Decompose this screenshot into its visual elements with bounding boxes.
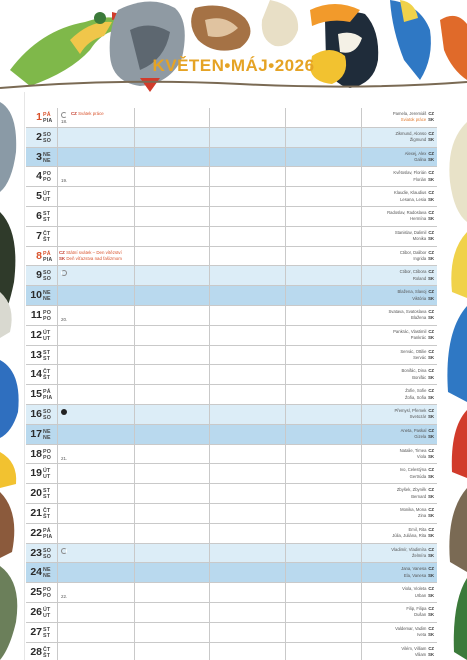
day-cell xyxy=(26,286,57,305)
day-number: 16 xyxy=(30,408,42,420)
day-cell xyxy=(26,544,57,563)
name-days: Květoslav, Florián CZ Florián SK xyxy=(393,170,434,182)
day-number: 12 xyxy=(30,328,42,341)
day-row xyxy=(26,524,437,544)
day-row xyxy=(26,108,437,128)
weekday-sk: NE xyxy=(43,434,51,441)
calendar-grid xyxy=(26,108,437,660)
weekday-cz: NE xyxy=(43,567,51,574)
day-row xyxy=(26,346,437,366)
day-row xyxy=(26,167,437,187)
name-days: Viola, Violeta CZ Urban SK xyxy=(402,586,434,598)
day-number: 26 xyxy=(30,606,42,618)
weekday-cz: ST xyxy=(43,211,51,217)
grid-column-line xyxy=(57,108,58,660)
name-days: Přemysl, Přemek CZ Svetozár SK xyxy=(394,408,434,420)
weekday-cz: ÚT xyxy=(43,329,51,336)
day-row xyxy=(26,207,437,227)
name-days: Alexej, Alex CZ Galina SK xyxy=(404,150,434,162)
moon-phase-firstq-icon xyxy=(61,548,67,554)
day-row xyxy=(26,544,437,564)
day-cell xyxy=(26,326,57,345)
day-number: 4 xyxy=(36,170,42,183)
day-row xyxy=(26,385,437,405)
weekday-sk: UT xyxy=(43,197,51,204)
day-cell xyxy=(26,167,57,186)
weekday-cz: PÁ xyxy=(43,250,51,257)
day-row xyxy=(26,643,437,660)
name-days: Servác, Ottilie CZ Servác SK xyxy=(400,348,434,360)
name-days: Ctibor, Ctibora CZ Roland SK xyxy=(399,269,434,281)
day-number: 23 xyxy=(30,546,42,559)
day-number: 20 xyxy=(30,487,42,500)
weekday-sk: NE xyxy=(43,296,51,303)
weekday-sk: ST xyxy=(43,217,51,223)
name-days: Ivo, Celestýna CZ Gertrúda SK xyxy=(399,467,434,479)
day-row xyxy=(26,583,437,603)
name-days: Pamela, Jeremiáš CZ Sviatok práce SK xyxy=(392,111,434,123)
day-cell xyxy=(26,266,57,285)
day-cell xyxy=(26,187,57,206)
weekday-cz: NE xyxy=(43,151,51,158)
bird-illustration-header xyxy=(0,0,467,92)
grid-column-line xyxy=(134,108,135,660)
weekday-sk: UT xyxy=(43,335,51,342)
name-days: Klaudie, Klaudius CZ Lesana, Lesia SK xyxy=(394,190,434,202)
weekday-sk: UT xyxy=(43,613,51,619)
weekday-sk: SO xyxy=(43,415,52,421)
weekday-sk: ŠT xyxy=(43,236,51,243)
weekday-sk: ŠT xyxy=(43,375,51,382)
day-number: 27 xyxy=(30,625,42,638)
name-days: Monika, Mona CZ Zina SK xyxy=(400,507,434,519)
day-cell xyxy=(26,563,57,582)
name-days: Bonifác, Dina CZ Bonifác SK xyxy=(401,368,434,380)
day-cell xyxy=(26,445,57,464)
name-days: Blažena, Slavoj CZ Viktória SK xyxy=(397,289,434,301)
day-number: 3 xyxy=(36,150,42,163)
day-number: 25 xyxy=(30,586,42,599)
weekday-sk: NE xyxy=(43,157,51,164)
weekday-cz: PO xyxy=(43,310,52,316)
week-number: 22. xyxy=(61,594,68,600)
day-row xyxy=(26,563,437,583)
holiday-note: SK Deň víťazstva nad fašizmom xyxy=(59,255,122,261)
weekday-cz: ČT xyxy=(43,508,51,514)
weekday-cz: SO xyxy=(43,270,52,277)
weekday-cz: SO xyxy=(43,547,52,554)
weekday-sk: PIA xyxy=(43,533,53,540)
weekday-sk: SO xyxy=(43,137,52,144)
name-days: Zbyšek, Zbyněk CZ Bernard SK xyxy=(396,487,434,499)
grid-column-line xyxy=(285,108,286,660)
weekday-cz: ČT xyxy=(43,646,51,653)
weekday-sk: NE xyxy=(43,573,51,580)
weekday-cz: PO xyxy=(43,587,52,594)
name-days: Pankrác, Vlastimil CZ Pankrác SK xyxy=(393,328,434,341)
day-number: 7 xyxy=(36,229,42,242)
day-row xyxy=(26,266,437,286)
weekday-sk: PO xyxy=(43,177,52,184)
grid-column-line xyxy=(209,108,210,660)
day-number: 19 xyxy=(30,467,42,480)
weekday-cz: ČT xyxy=(43,230,51,237)
day-row xyxy=(26,623,437,643)
day-number: 28 xyxy=(30,645,42,658)
day-cell xyxy=(26,385,57,404)
weekday-cz: PO xyxy=(43,171,52,178)
day-row xyxy=(26,504,437,524)
weekday-sk: ST xyxy=(43,632,51,639)
weekday-sk: ŠT xyxy=(43,652,51,659)
day-number: 14 xyxy=(30,368,42,381)
grid-column-line xyxy=(361,108,362,660)
moon-phase-new-icon xyxy=(61,409,67,415)
day-cell xyxy=(26,504,57,523)
day-number: 1 xyxy=(36,111,42,123)
bird-illustration-right-border xyxy=(438,92,467,660)
bird-illustration-left-border xyxy=(0,92,22,660)
day-row xyxy=(26,603,437,623)
weekday-sk: UT xyxy=(43,474,51,481)
day-number: 5 xyxy=(36,190,42,203)
weekday-cz: NE xyxy=(43,290,51,297)
day-cell xyxy=(26,603,57,622)
weekday-sk: PIA xyxy=(43,256,53,263)
weekday-cz: ČT xyxy=(43,369,51,376)
name-days: Ctibor, Dalibor CZ Ingrida SK xyxy=(399,249,434,261)
day-cell xyxy=(26,643,57,660)
weekday-cz: ÚT xyxy=(43,191,51,198)
day-number: 21 xyxy=(30,507,42,519)
day-number: 17 xyxy=(30,427,42,440)
day-row xyxy=(26,187,437,207)
day-row xyxy=(26,464,437,484)
name-days: Emil, Rita CZ Júlia, Juliána, Rita SK xyxy=(392,526,434,539)
weekday-cz: ST xyxy=(43,488,51,495)
weekday-cz: SO xyxy=(43,409,52,415)
day-cell xyxy=(26,207,57,226)
weekday-cz: ST xyxy=(43,349,51,356)
weekday-sk: PIA xyxy=(43,395,53,402)
week-number: 20. xyxy=(61,317,68,322)
weekday-sk: ST xyxy=(43,494,51,501)
weekday-cz: ST xyxy=(43,626,51,633)
name-days: Zikmund, Alonso CZ Žigmund SK xyxy=(395,130,434,143)
weekday-cz: PO xyxy=(43,448,52,455)
week-number: 19. xyxy=(61,178,68,184)
day-number: 6 xyxy=(36,210,42,222)
day-row xyxy=(26,128,437,148)
day-cell xyxy=(26,464,57,483)
day-row xyxy=(26,445,437,465)
day-cell xyxy=(26,425,57,444)
day-cell xyxy=(26,484,57,503)
day-cell xyxy=(26,365,57,384)
moon-phase-lastq-icon xyxy=(61,270,67,276)
day-row xyxy=(26,227,437,247)
month-title: KVĚTEN•MÁJ•2026 xyxy=(152,56,315,75)
weekday-sk: PIA xyxy=(43,118,53,124)
day-number: 13 xyxy=(30,348,42,361)
name-days: Stanislav, Dalimil CZ Monika SK xyxy=(394,229,434,242)
name-days: Žofie, Sofie CZ Žofia, Sofia SK xyxy=(404,388,434,400)
day-row xyxy=(26,286,437,306)
day-number: 24 xyxy=(30,566,42,579)
day-row xyxy=(26,247,437,267)
day-number: 8 xyxy=(36,249,42,262)
day-cell xyxy=(26,583,57,602)
day-row xyxy=(26,405,437,425)
weekday-sk: SO xyxy=(43,553,52,560)
moon-phase-firstq-icon xyxy=(61,112,67,118)
weekday-sk: SO xyxy=(43,276,52,283)
day-number: 10 xyxy=(30,289,42,302)
name-days: Natalie, Timea CZ Viola SK xyxy=(399,447,434,459)
day-row xyxy=(26,326,437,346)
day-cell xyxy=(26,405,57,424)
week-number: 18. xyxy=(61,119,68,124)
weekday-sk: PO xyxy=(43,454,52,461)
name-days: Vladimír, Vladimíra CZ Želmíra SK xyxy=(391,546,434,558)
name-days: Svatava, Svatoslava CZ Blažena SK xyxy=(388,309,434,321)
weekday-sk: ST xyxy=(43,355,51,362)
day-number: 11 xyxy=(30,309,42,321)
day-cell xyxy=(26,128,57,147)
day-cell xyxy=(26,108,57,127)
weekday-sk: PO xyxy=(43,316,52,322)
name-days: Vilém, Villiam CZ Viliam SK xyxy=(401,645,434,657)
holiday-note: CZ Svátek práce xyxy=(71,111,104,116)
name-days: Radoslav, Radoslava CZ Hermína SK xyxy=(387,210,434,222)
day-cell xyxy=(26,346,57,365)
day-row xyxy=(26,365,437,385)
day-number: 9 xyxy=(36,269,42,282)
holiday-note: CZ Státní svátek – Den vítězství xyxy=(59,249,122,255)
weekday-cz: PÁ xyxy=(43,527,51,534)
day-row xyxy=(26,425,437,445)
day-cell xyxy=(26,148,57,167)
weekday-cz: ÚT xyxy=(43,607,51,613)
name-days: Valdemar, Vadim CZ Iveta SK xyxy=(395,625,434,638)
day-cell xyxy=(26,247,57,266)
weekday-cz: SO xyxy=(43,131,52,138)
week-number: 21. xyxy=(61,455,68,461)
day-cell xyxy=(26,623,57,642)
day-cell xyxy=(26,524,57,543)
weekday-cz: NE xyxy=(43,428,51,435)
day-cell xyxy=(26,227,57,246)
weekday-cz: PÁ xyxy=(43,112,51,118)
weekday-sk: PO xyxy=(43,593,52,600)
name-days: Aneta, Paskal CZ Gizela SK xyxy=(400,427,434,440)
day-number: 15 xyxy=(30,388,42,401)
name-days: Filip, Filipa CZ Dušan SK xyxy=(406,606,434,618)
name-days: Jana, Vanesa CZ Ela, Vanesa SK xyxy=(401,566,434,578)
weekday-cz: PÁ xyxy=(43,389,51,396)
day-row xyxy=(26,306,437,326)
day-row xyxy=(26,484,437,504)
day-number: 2 xyxy=(36,130,42,143)
weekday-cz: ÚT xyxy=(43,468,51,475)
weekday-sk: ŠT xyxy=(43,514,51,520)
day-row xyxy=(26,148,437,168)
day-cell xyxy=(26,306,57,325)
day-number: 22 xyxy=(30,526,42,539)
day-number: 18 xyxy=(30,447,42,460)
